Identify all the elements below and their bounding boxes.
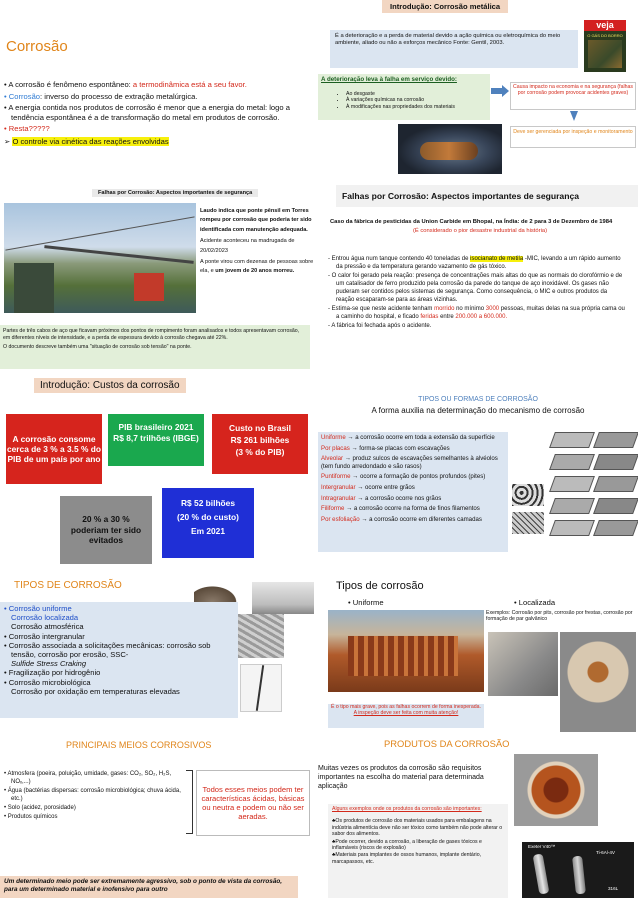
tipos-left-panel — [0, 580, 318, 730]
cost-box-52bi-l3: Em 2021 — [191, 526, 225, 536]
formas-panel — [318, 370, 638, 580]
cost-box-52bi — [162, 488, 254, 558]
definition-quote-text: É a deterioração e a perda de material devido a ação química ou eletroquímica do meio ambiente, aliado ou não a esforços mecânico Fonte: Gentil, 2003. — [335, 33, 561, 46]
form-sketch-6 — [593, 476, 638, 492]
corrosao-bullet-4: • Resta????? — [4, 124, 50, 134]
implant-label-3: 316L — [608, 886, 619, 891]
cost-box-52bi-l2: (20 % do custo) — [177, 512, 239, 522]
failure-causes-list — [340, 91, 490, 110]
bhopal-bullet-3: - Estima-se que neste acidente tenham morrido no mínimo 3000 pessoas, muitas delas na sua própria cama ou a caminho do hospital, e ficado feridas entre 200.000 a 600.000. — [328, 306, 625, 320]
failure-cause-3: • À modificações nas propriedades dos materiais — [346, 104, 490, 110]
cost-box-pib-brasil-l2: R$ 8,7 trilhões (IBGE) — [113, 433, 199, 443]
tipo-item-7: • Fragilização por hidrogênio — [4, 668, 101, 678]
cityscape-image — [252, 582, 314, 614]
bhopal-case-text: Caso da fábrica de pesticidas da Union Carbide em Bhopal, na Índia: de 2 para 3 de Dezembro de 1984 — [330, 219, 613, 225]
bhopal-bullet-4: - A fábrica foi fechada após o acidente. — [328, 323, 432, 329]
produto-item-2: ♣Pode ocorrer, devido a corrosão, a liberação de gases tóxicos e inflamáveis (riscos de explosão) — [332, 838, 482, 852]
bhopal-worst: (É considerado o pior desastre industrial da história) — [412, 228, 548, 235]
manage-text: Deve ser gerenciada por inspeção e monitoramento — [513, 129, 633, 135]
failure-cause-1: • Ao desgaste — [346, 91, 490, 97]
intro-metalica-title: Introdução: Corrosão metálica — [382, 0, 508, 13]
cost-box-brasil-l3: (3 % do PIB) — [235, 447, 285, 457]
formas-list — [318, 432, 508, 552]
warning-text-1: É o tipo mais grave, pois as falhas ocorrem de forma inesperada. — [331, 704, 481, 710]
bridge-note — [0, 325, 310, 369]
meio-item-3: • Solo (acidez, porosidade) — [4, 805, 76, 811]
tipo-item-5: • Corrosão associada a solicitações mecânicas: corrosão sob tensão, corrosão por erosão, SSC- — [4, 640, 211, 660]
magazine-logo: veja — [584, 20, 626, 31]
corrosao-bullet-1: • A corrosão é fenômeno espontâneo: a termodinâmica está a seu favor. — [4, 80, 247, 89]
tipo-item-2: Corrosão localizada — [11, 613, 79, 623]
meios-footer-text: Um determinado meio pode ser extremamente agressivo, sob o ponto de vista da corrosão, para um determinado material e inofensivo para outro — [4, 878, 283, 893]
micrograph-2 — [512, 512, 544, 534]
forma-item-8: Por esfoliação → a corrosão ocorre em diferentes camadas — [321, 515, 482, 523]
forma-item-2: Por placas → forma-se placas com escavações — [321, 444, 450, 452]
manage-box — [510, 126, 636, 148]
form-sketch-4 — [593, 454, 638, 470]
arrow-down-manage — [570, 111, 578, 121]
formas-subtitle: A forma auxilia na determinação do mecanismo de corrosão — [371, 406, 585, 415]
form-sketch-1 — [549, 432, 595, 448]
label-uniforme: • Uniforme — [348, 598, 384, 607]
failure-cause-2: • À variações químicas na corrosão — [346, 97, 490, 103]
produtos-ex-head: Alguns exemplos onde os produtos da corrosão são importantes: — [332, 806, 482, 812]
meios-bracket — [186, 770, 193, 834]
meio-item-4: • Produtos químicos — [4, 814, 58, 820]
corrosao-panel — [0, 0, 318, 185]
forma-item-4: Puntiforme → ocorre a formação de pontos profundos (pites) — [321, 473, 486, 481]
bridge-failure-panel — [0, 185, 318, 370]
definition-quote — [330, 30, 578, 68]
form-sketch-3 — [549, 454, 595, 470]
rusty-disc-photo — [514, 754, 598, 826]
localized-corrosion-photo-2 — [560, 632, 636, 732]
bridge-photo — [4, 203, 196, 313]
implant-label-1: Exeter V40™ — [528, 844, 556, 849]
tipos-left-list — [0, 602, 238, 718]
implant-label-2: Ti-6Al-4V — [596, 850, 615, 855]
bridge-note-2: O documento descreve também uma "situação de corrosão sob tensão" na ponte. — [3, 344, 192, 350]
corrosao-bullets — [4, 80, 314, 147]
custos-panel — [0, 370, 318, 580]
corroded-pipe-photo — [398, 124, 502, 174]
bhopal-panel — [318, 185, 638, 370]
warning-text-2: A inspeção deve ser feita com muita atenção! — [353, 710, 459, 717]
form-sketch-8 — [593, 498, 638, 514]
form-sketch-9 — [549, 520, 595, 536]
magazine-headline: O GÁS DO BORRO — [587, 33, 623, 38]
localized-example-text: Exemplos: Corrosão por pits, corrosão por frestas, corrosão por formação de par galvânico — [486, 610, 633, 623]
meios-panel — [0, 730, 318, 898]
tipo-item-8: • Corrosão microbiológica — [4, 677, 91, 687]
bridge-report — [200, 207, 316, 277]
localized-example — [486, 610, 636, 630]
cost-box-pib-percent — [6, 414, 102, 484]
form-sketch-5 — [549, 476, 595, 492]
forma-item-1: Uniforme → a corrosão ocorre em toda a extensão da superfície — [321, 434, 495, 441]
cost-box-brasil-l2: R$ 261 bilhões — [230, 435, 290, 445]
warning-box — [328, 704, 484, 728]
bhopal-bullet-1: - Entrou água num tanque contendo 40 toneladas de isocianato de metila -MIC, levando a um rápido aumento da pressão e da temperatura gerando vazamento de gás tóxico. — [328, 256, 621, 270]
corrosao-title: Corrosão — [6, 38, 68, 55]
cost-box-evitados-text: 20 % a 30 % poderiam ter sido evitados — [70, 514, 142, 546]
forma-item-3: Alveolar → produz sulcos de escavações semelhantes à alvéolos (tem fundo arredondado e são rasos) — [321, 455, 498, 470]
failure-causes-head: A deterioração leva à falha em serviço devido: — [321, 76, 457, 83]
custos-title: Introdução: Custos da corrosão — [34, 378, 186, 393]
magazine-photo — [588, 40, 622, 68]
tipo-item-9: Corrosão por oxidação em temperaturas elevadas — [11, 686, 180, 696]
bridge-report-p2: Acidente aconteceu na madrugada de 20/02/2023 — [200, 238, 295, 254]
form-sketch-2 — [593, 432, 638, 448]
cost-box-52bi-l1: R$ 52 bilhões — [181, 498, 235, 508]
produtos-examples-box — [328, 804, 508, 898]
hip-implant-image — [522, 842, 634, 898]
tipo-item-6: Sulfide Stress Craking — [11, 659, 87, 669]
bridge-panel-head: Falhas por Corrosão: Aspectos importantes de segurança — [92, 189, 258, 197]
tipo-item-1: • Corrosão uniforme — [4, 604, 72, 613]
form-sketch-10 — [593, 520, 638, 536]
meio-item-1: • Atmosfera (poeira, poluição, umidade, gases: CO₂, SO₂, H₂S, NOₓ,...) — [4, 771, 172, 785]
forma-item-7: Filiforme → a corrosão ocorre na forma de finos filamentos — [321, 505, 480, 513]
cost-box-pib-percent-text: A corrosão consome cerca de 3 % a 3.5 % do PIB de um país por ano — [6, 434, 102, 464]
crack-micrograph — [240, 664, 282, 712]
failure-causes-box — [318, 74, 490, 120]
arrow-head-impact — [502, 85, 509, 97]
uniform-corrosion-photo — [328, 610, 484, 692]
produtos-panel — [318, 730, 638, 898]
bridge-note-1: Partes de três cabos de aço que ficavam próximos dos pontos de rompimento foram analisados e todos apresentavam corrosão, em diferentes níveis de intensidade, e a perda de espessura devido à corrosão chegava até 22%. — [3, 328, 300, 341]
corrosion-forms-diagram — [512, 432, 636, 552]
impact-text: Causa impacto na economia e na segurança (falhas por corrosão podem provocar acidentes graves) — [513, 84, 633, 97]
cost-box-pib-brasil-l1: PIB brasileiro 2021 — [118, 422, 194, 432]
tipos-right-title: Tipos de corrosão — [336, 580, 424, 592]
produtos-title: PRODUTOS DA CORROSÃO — [384, 738, 510, 749]
corrosao-bullet-3: • A energia contida nos produtos de corrosão é menor que a energia do metal: logo a tendência espontânea é a de transformação do metal em produtos de corrosão. — [4, 103, 290, 122]
cost-box-pib-brasil — [108, 414, 204, 466]
meios-footer — [0, 876, 298, 898]
meios-note-box — [196, 770, 310, 836]
tipo-item-4: • Corrosão intergranular — [4, 631, 85, 641]
corrosao-bullet-2: • Corrosão: inverso do processo de extração metalúrgica. — [4, 91, 198, 101]
tipos-left-title: TIPOS DE CORROSÃO — [14, 580, 122, 591]
tipos-right-panel — [318, 580, 638, 740]
cost-box-brasil-l1: Custo no Brasil — [229, 423, 291, 433]
forma-item-6: Intragranular → a corrosão ocorre nos grãos — [321, 494, 442, 502]
bhopal-head: Falhas por Corrosão: Aspectos importantes de segurança — [336, 185, 638, 207]
meio-item-2: • Água (bactérias dispersas: corrosão microbiológica; chuva ácida, etc.) — [4, 788, 181, 802]
cost-box-evitados — [60, 496, 152, 564]
micrograph-1 — [512, 484, 544, 506]
meios-title: PRINCIPAIS MEIOS CORROSIVOS — [66, 740, 212, 750]
impact-box — [510, 82, 636, 110]
meios-list — [4, 770, 190, 821]
cost-box-brasil — [212, 414, 308, 474]
bridge-report-p3: A ponte virou com dezenas de pessoas sobre ela, e um jovem de 20 anos morreu. — [200, 259, 314, 275]
veja-magazine-cover — [584, 20, 626, 72]
label-localizada: • Localizada — [514, 598, 556, 607]
corrosao-bullet-5: ➢ O controle via cinética das reações envolvidas — [4, 136, 169, 146]
bhopal-case — [330, 219, 630, 236]
tipo-item-3: Corrosão atmosférica — [11, 622, 84, 632]
produtos-text: Muitas vezes os produtos da corrosão são requisitos importantes na escolha do material para determinada aplicação — [318, 765, 484, 790]
bhopal-bullet-2: - O calor foi gerado pela reação: presença de concentrações mais altas do que as normais do clorofórmio e de um catalisador de ferro produzido pela corrosão da parede do tanque de aço inoxidável. Os gases não puderam ser contidos pelos sistemas de segurança. Como consequência, o MIC e outros produtos da reação escaparam-se para as áreas vizinhas. — [328, 273, 623, 303]
meios-note-text: Todos esses meios podem ter características ácidas, básicas ou neutra e podem ou não ser aeradas. — [201, 785, 305, 821]
bhopal-bullets — [328, 255, 626, 330]
forma-item-5: Intergranular → ocorre entre grãos — [321, 483, 415, 491]
produto-item-3: ♣Materiais para implantes de ossos humanos, implante dentário, marcapassos, etc. — [332, 852, 482, 865]
form-sketch-7 — [549, 498, 595, 514]
bridge-report-p1: Laudo indica que ponte pênsil em Torres rompeu por corrosão que poderia ter sido identificada com manutenção adequada. — [200, 208, 312, 233]
intro-metalica-panel — [318, 0, 638, 185]
localized-corrosion-photo-1 — [488, 632, 558, 696]
formas-title: TIPOS OU FORMAS DE CORROSÃO — [418, 396, 538, 403]
produto-item-1: ♣Os produtos de corrosão dos materiais usados para embalagens na indústria alimentícia deve não ser tóxico como também não pode alterar o sabor dos alimentos. — [332, 818, 503, 838]
cracked-surface-image — [238, 614, 284, 658]
